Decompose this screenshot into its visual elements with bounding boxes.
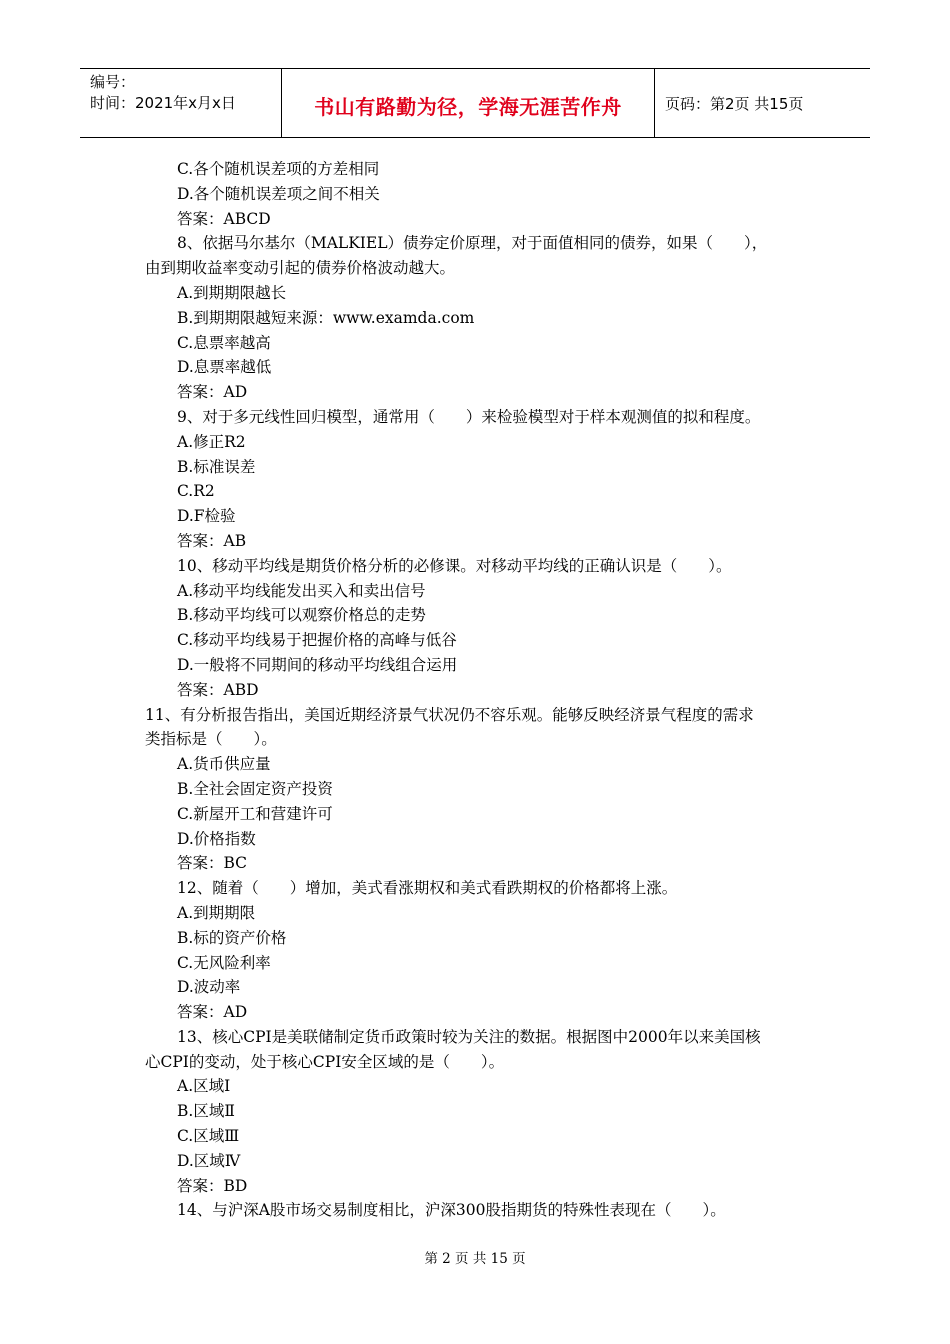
text-line: C.移动平均线易于把握价格的高峰与低谷: [177, 631, 457, 650]
text-line: D.波动率: [177, 978, 241, 997]
text-line: 答案：BC: [177, 854, 248, 873]
text-line: B.全社会固定资产投资: [177, 779, 333, 798]
text-line: A.移动平均线能发出买入和卖出信号: [177, 581, 426, 600]
text-line: 类指标是（ ）。: [145, 730, 277, 749]
text-line: C.息票率越高: [177, 333, 271, 352]
text-line: 由到期收益率变动引起的债券价格波动越大。: [145, 259, 456, 278]
header-motto: 书山有路勤为径，学海无涯苦作舟: [314, 95, 622, 119]
page-footer: 第 2 页 共 15 页: [424, 1251, 526, 1267]
text-line: D.区域Ⅳ: [177, 1151, 241, 1170]
text-line: 13、核心CPI是美联储制定货币政策时较为关注的数据。根据图中2000年以来美国核: [177, 1027, 761, 1046]
time-label: 时间：2021年x月x日: [90, 94, 236, 112]
text-line: B.到期期限越短来源：www.examda.com: [177, 308, 475, 327]
text-line: C.新屋开工和营建许可: [177, 804, 333, 823]
text-line: 答案：AB: [177, 531, 247, 550]
text-line: A.修正R2: [177, 432, 246, 451]
text-line: 8、依据马尔基尔（MALKIEL）债券定价原理，对于面值相同的债券，如果（ ），: [177, 234, 768, 253]
text-line: 10、移动平均线是期货价格分析的必修课。对移动平均线的正确认识是（ ）。: [177, 556, 732, 575]
text-line: B.标准误差: [177, 457, 256, 476]
text-line: A.到期期限越长: [177, 283, 287, 302]
text-line: D.各个随机误差项之间不相关: [177, 184, 380, 203]
text-line: D.息票率越低: [177, 358, 272, 377]
text-line: 心CPI的变动，处于核心CPI安全区域的是（ ）。: [145, 1052, 505, 1071]
header-motto-cell: [282, 69, 655, 137]
text-line: 12、随着（ ）增加，美式看涨期权和美式看跌期权的价格都将上涨。: [177, 879, 678, 898]
text-line: C.无风险利率: [177, 953, 271, 972]
text-line: A.区域Ⅰ: [177, 1077, 231, 1096]
serial-label: 编号：: [90, 73, 136, 91]
text-line: C.区域Ⅲ: [177, 1127, 240, 1146]
text-line: D.价格指数: [177, 829, 256, 848]
page-header: [80, 68, 870, 138]
text-line: D.F检验: [177, 507, 236, 526]
text-line: 答案：BD: [177, 1176, 248, 1195]
text-line: 答案：AD: [177, 1003, 248, 1022]
text-line: B.移动平均线可以观察价格总的走势: [177, 606, 426, 625]
header-meta-cell: [80, 69, 282, 137]
text-line: 答案：AD: [177, 383, 248, 402]
text-line: B.标的资产价格: [177, 928, 287, 947]
text-line: 答案：ABD: [177, 680, 259, 699]
text-line: 9、对于多元线性回归模型，通常用（ ）来检验模型对于样本观测值的拟和程度。: [177, 407, 761, 426]
document-body: [145, 157, 815, 1223]
text-line: D.一般将不同期间的移动平均线组合运用: [177, 655, 458, 674]
text-line: B.区域Ⅱ: [177, 1102, 235, 1121]
text-line: 14、与沪深A股市场交易制度相比，沪深300股指期货的特殊性表现在（ ）。: [177, 1201, 726, 1220]
text-line: A.到期期限: [177, 903, 256, 922]
text-line: A.货币供应量: [177, 755, 271, 774]
text-line: 答案：ABCD: [177, 209, 271, 228]
text-line: C.R2: [177, 482, 215, 501]
text-line: 11、有分析报告指出，美国近期经济景气状况仍不容乐观。能够反映经济景气程度的需求: [145, 705, 754, 724]
header-page-cell: [655, 69, 870, 137]
header-page-info: 页码：第2页 共15页: [665, 95, 804, 113]
text-line: C.各个随机误差项的方差相同: [177, 160, 380, 178]
